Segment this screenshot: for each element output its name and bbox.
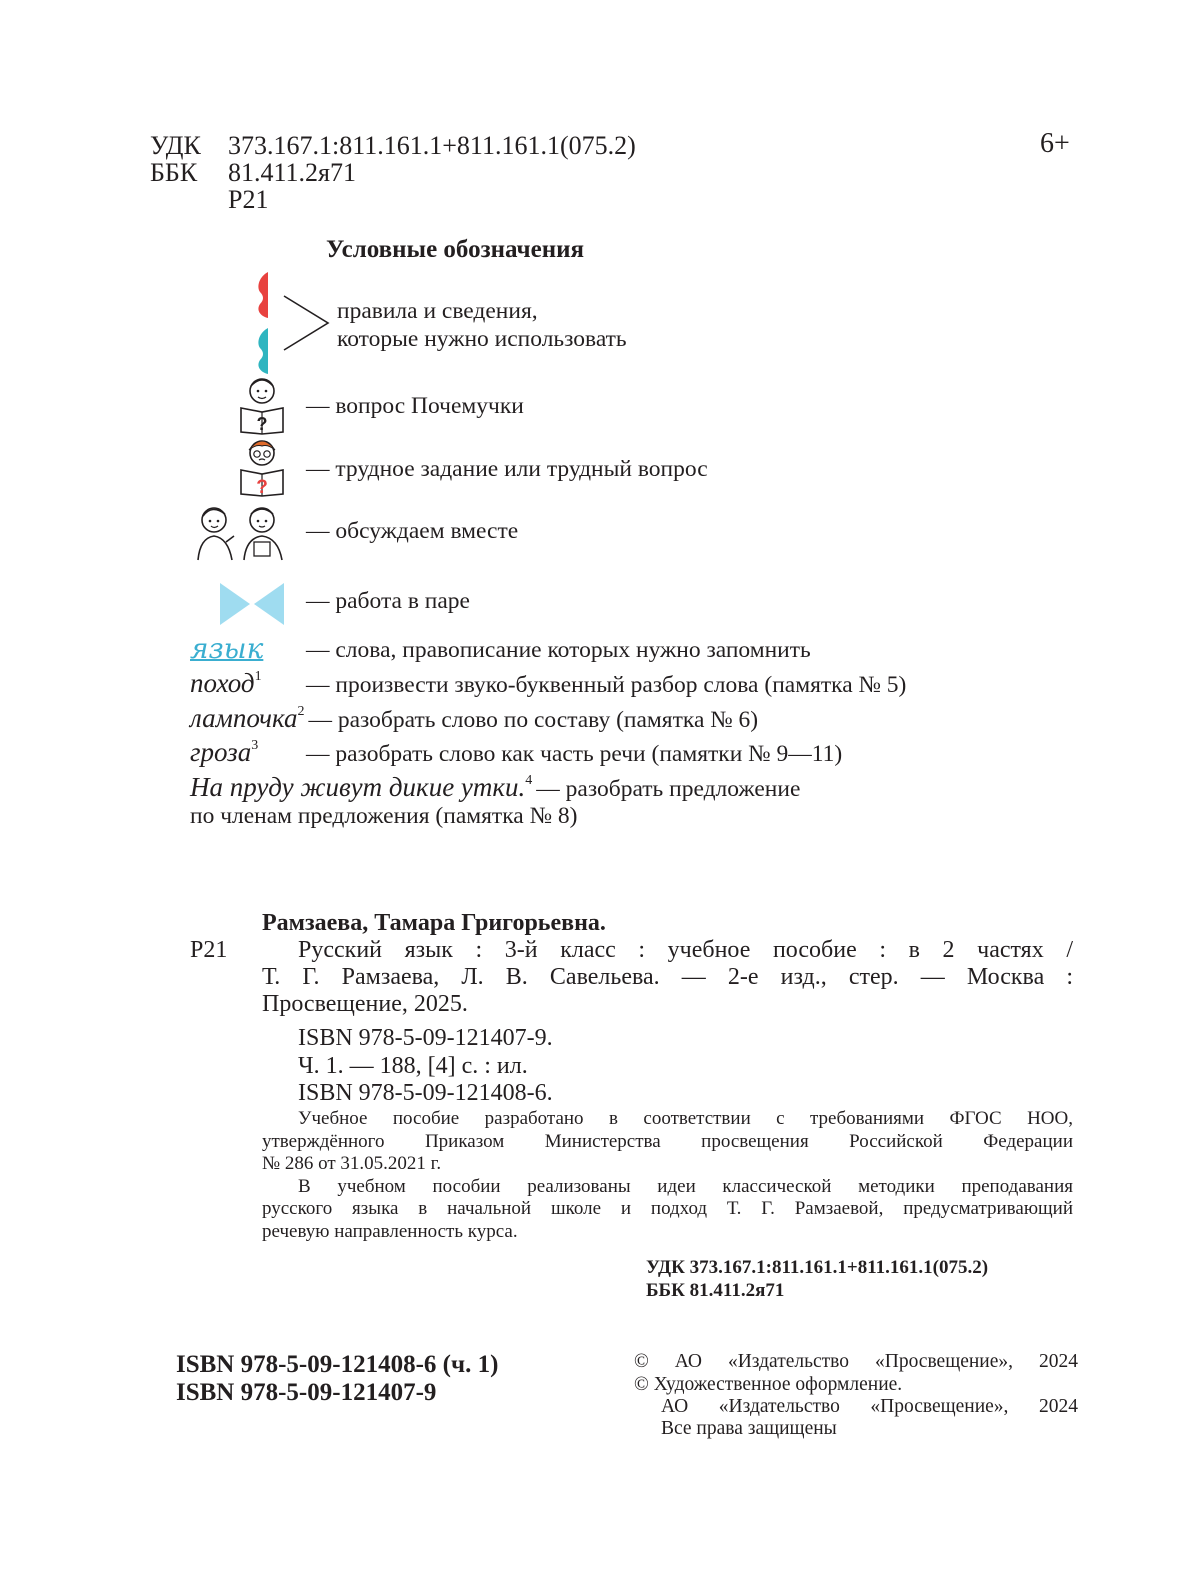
annotation-2-line-2: русского языка в начальной школе и подход Т. Г. Рамзаевой, предусматривающий bbox=[262, 1198, 1073, 1219]
legend-title: Условные обозначения bbox=[326, 236, 585, 263]
example-1 bbox=[190, 668, 262, 699]
example-3-word: гроза bbox=[190, 737, 252, 767]
biblio-line-3: Просвещение, 2025. bbox=[262, 991, 468, 1017]
bbk-line bbox=[150, 159, 356, 186]
bbk-label: ББК bbox=[150, 158, 198, 187]
rules-text-2: которые нужно использовать bbox=[337, 326, 627, 352]
example-2 bbox=[190, 703, 758, 734]
annotation-1-line-3: № 286 от 31.05.2021 г. bbox=[262, 1153, 442, 1174]
teal-marker-icon bbox=[258, 328, 268, 374]
footer-isbn-set: ISBN 978-5-09-121407-9 bbox=[176, 1379, 437, 1406]
bbk-value: 81.411.2я71 bbox=[228, 158, 356, 187]
example-1-word: поход bbox=[190, 668, 255, 698]
example-2-sup: 2 bbox=[297, 704, 305, 719]
biblio-part: Ч. 1. — 188, [4] с. : ил. bbox=[298, 1053, 528, 1079]
vocab-text: — слова, правописание которых нужно запомнить bbox=[306, 637, 811, 663]
biblio-line-2: Т. Г. Рамзаева, Л. В. Савельева. — 2-е изд., стер. — Москва : bbox=[262, 964, 1073, 990]
biblio-isbn-1: ISBN 978-5-09-121407-9. bbox=[298, 1025, 553, 1051]
example-4-text-2: по членам предложения (памятка № 8) bbox=[190, 803, 578, 829]
example-2-text: — разобрать слово по составу (памятка № 6) bbox=[308, 707, 759, 733]
example-3-text: — разобрать слово как часть речи (памятки № 9—11) bbox=[306, 741, 843, 767]
example-4-sentence: На пруду живут дикие утки. bbox=[190, 772, 526, 802]
svg-text:?: ? bbox=[256, 414, 268, 434]
copyright-4: Все права защищены bbox=[661, 1418, 837, 1439]
svg-text:?: ? bbox=[256, 477, 268, 498]
footer-isbn-part: ISBN 978-5-09-121408-6 (ч. 1) bbox=[176, 1351, 499, 1378]
biblio-author: Рамзаева, Тамара Григорьевна. bbox=[262, 910, 606, 936]
example-1-text: — произвести звуко-буквенный разбор слова (памятка № 5) bbox=[306, 672, 907, 698]
pair-work-icon bbox=[220, 583, 286, 625]
bracket-icon bbox=[284, 296, 328, 350]
example-4-text: — разобрать предложение bbox=[536, 776, 801, 802]
vocab-word: язык bbox=[190, 632, 264, 665]
vocab-word-sample bbox=[190, 632, 263, 665]
red-marker-icon bbox=[258, 272, 268, 318]
biblio-bbk: ББК 81.411.2я71 bbox=[646, 1280, 785, 1301]
copyright-1: © АО «Издательство «Просвещение», 2024 bbox=[634, 1351, 1078, 1372]
biblio-line-1: Русский язык : 3-й класс : учебное пособие : в 2 частях / bbox=[298, 937, 1073, 963]
annotation-1-line-1: Учебное пособие разработано в соответствии с требованиями ФГОС НОО, bbox=[298, 1108, 1073, 1129]
udk-label: УДК bbox=[150, 131, 201, 160]
biblio-udk: УДК 373.167.1:811.161.1+811.161.1(075.2) bbox=[646, 1257, 989, 1278]
example-4 bbox=[190, 772, 800, 803]
udk-line bbox=[150, 132, 636, 159]
age-rating: 6+ bbox=[1040, 128, 1070, 159]
example-3 bbox=[190, 737, 258, 768]
example-3-sup: 3 bbox=[251, 738, 259, 753]
hard-text: — трудное задание или трудный вопрос bbox=[306, 456, 708, 482]
discuss-text: — обсуждаем вместе bbox=[306, 518, 519, 544]
biblio-isbn-2: ISBN 978-5-09-121408-6. bbox=[298, 1080, 553, 1106]
example-2-word: лампочка bbox=[190, 703, 298, 733]
annotation-2-line-3: речевую направленность курса. bbox=[262, 1221, 518, 1242]
rule-markers-icon bbox=[250, 270, 330, 380]
discuss-together-icon bbox=[194, 502, 286, 562]
rules-text-1: правила и сведения, bbox=[337, 298, 538, 324]
author-mark-top: Р21 bbox=[228, 185, 269, 214]
annotation-1-line-2: утверждённого Приказом Министерства просвещения Российской Федерации bbox=[262, 1131, 1073, 1152]
copyright-3: АО «Издательство «Просвещение», 2024 bbox=[661, 1396, 1078, 1417]
example-1-sup: 1 bbox=[254, 669, 262, 684]
question-boy-icon bbox=[238, 376, 288, 434]
pair-text: — работа в паре bbox=[306, 588, 470, 614]
example-4-sup: 4 bbox=[525, 773, 533, 788]
annotation-2-line-1: В учебном пособии реализованы идеи классической методики преподавания bbox=[298, 1176, 1073, 1197]
question-text: — вопрос Почемучки bbox=[306, 393, 524, 419]
biblio-mark: Р21 bbox=[190, 937, 228, 963]
hard-task-boy-icon bbox=[238, 438, 288, 496]
udk-value: 373.167.1:811.161.1+811.161.1(075.2) bbox=[228, 131, 636, 160]
copyright-2: © Художественное оформление. bbox=[634, 1374, 903, 1395]
